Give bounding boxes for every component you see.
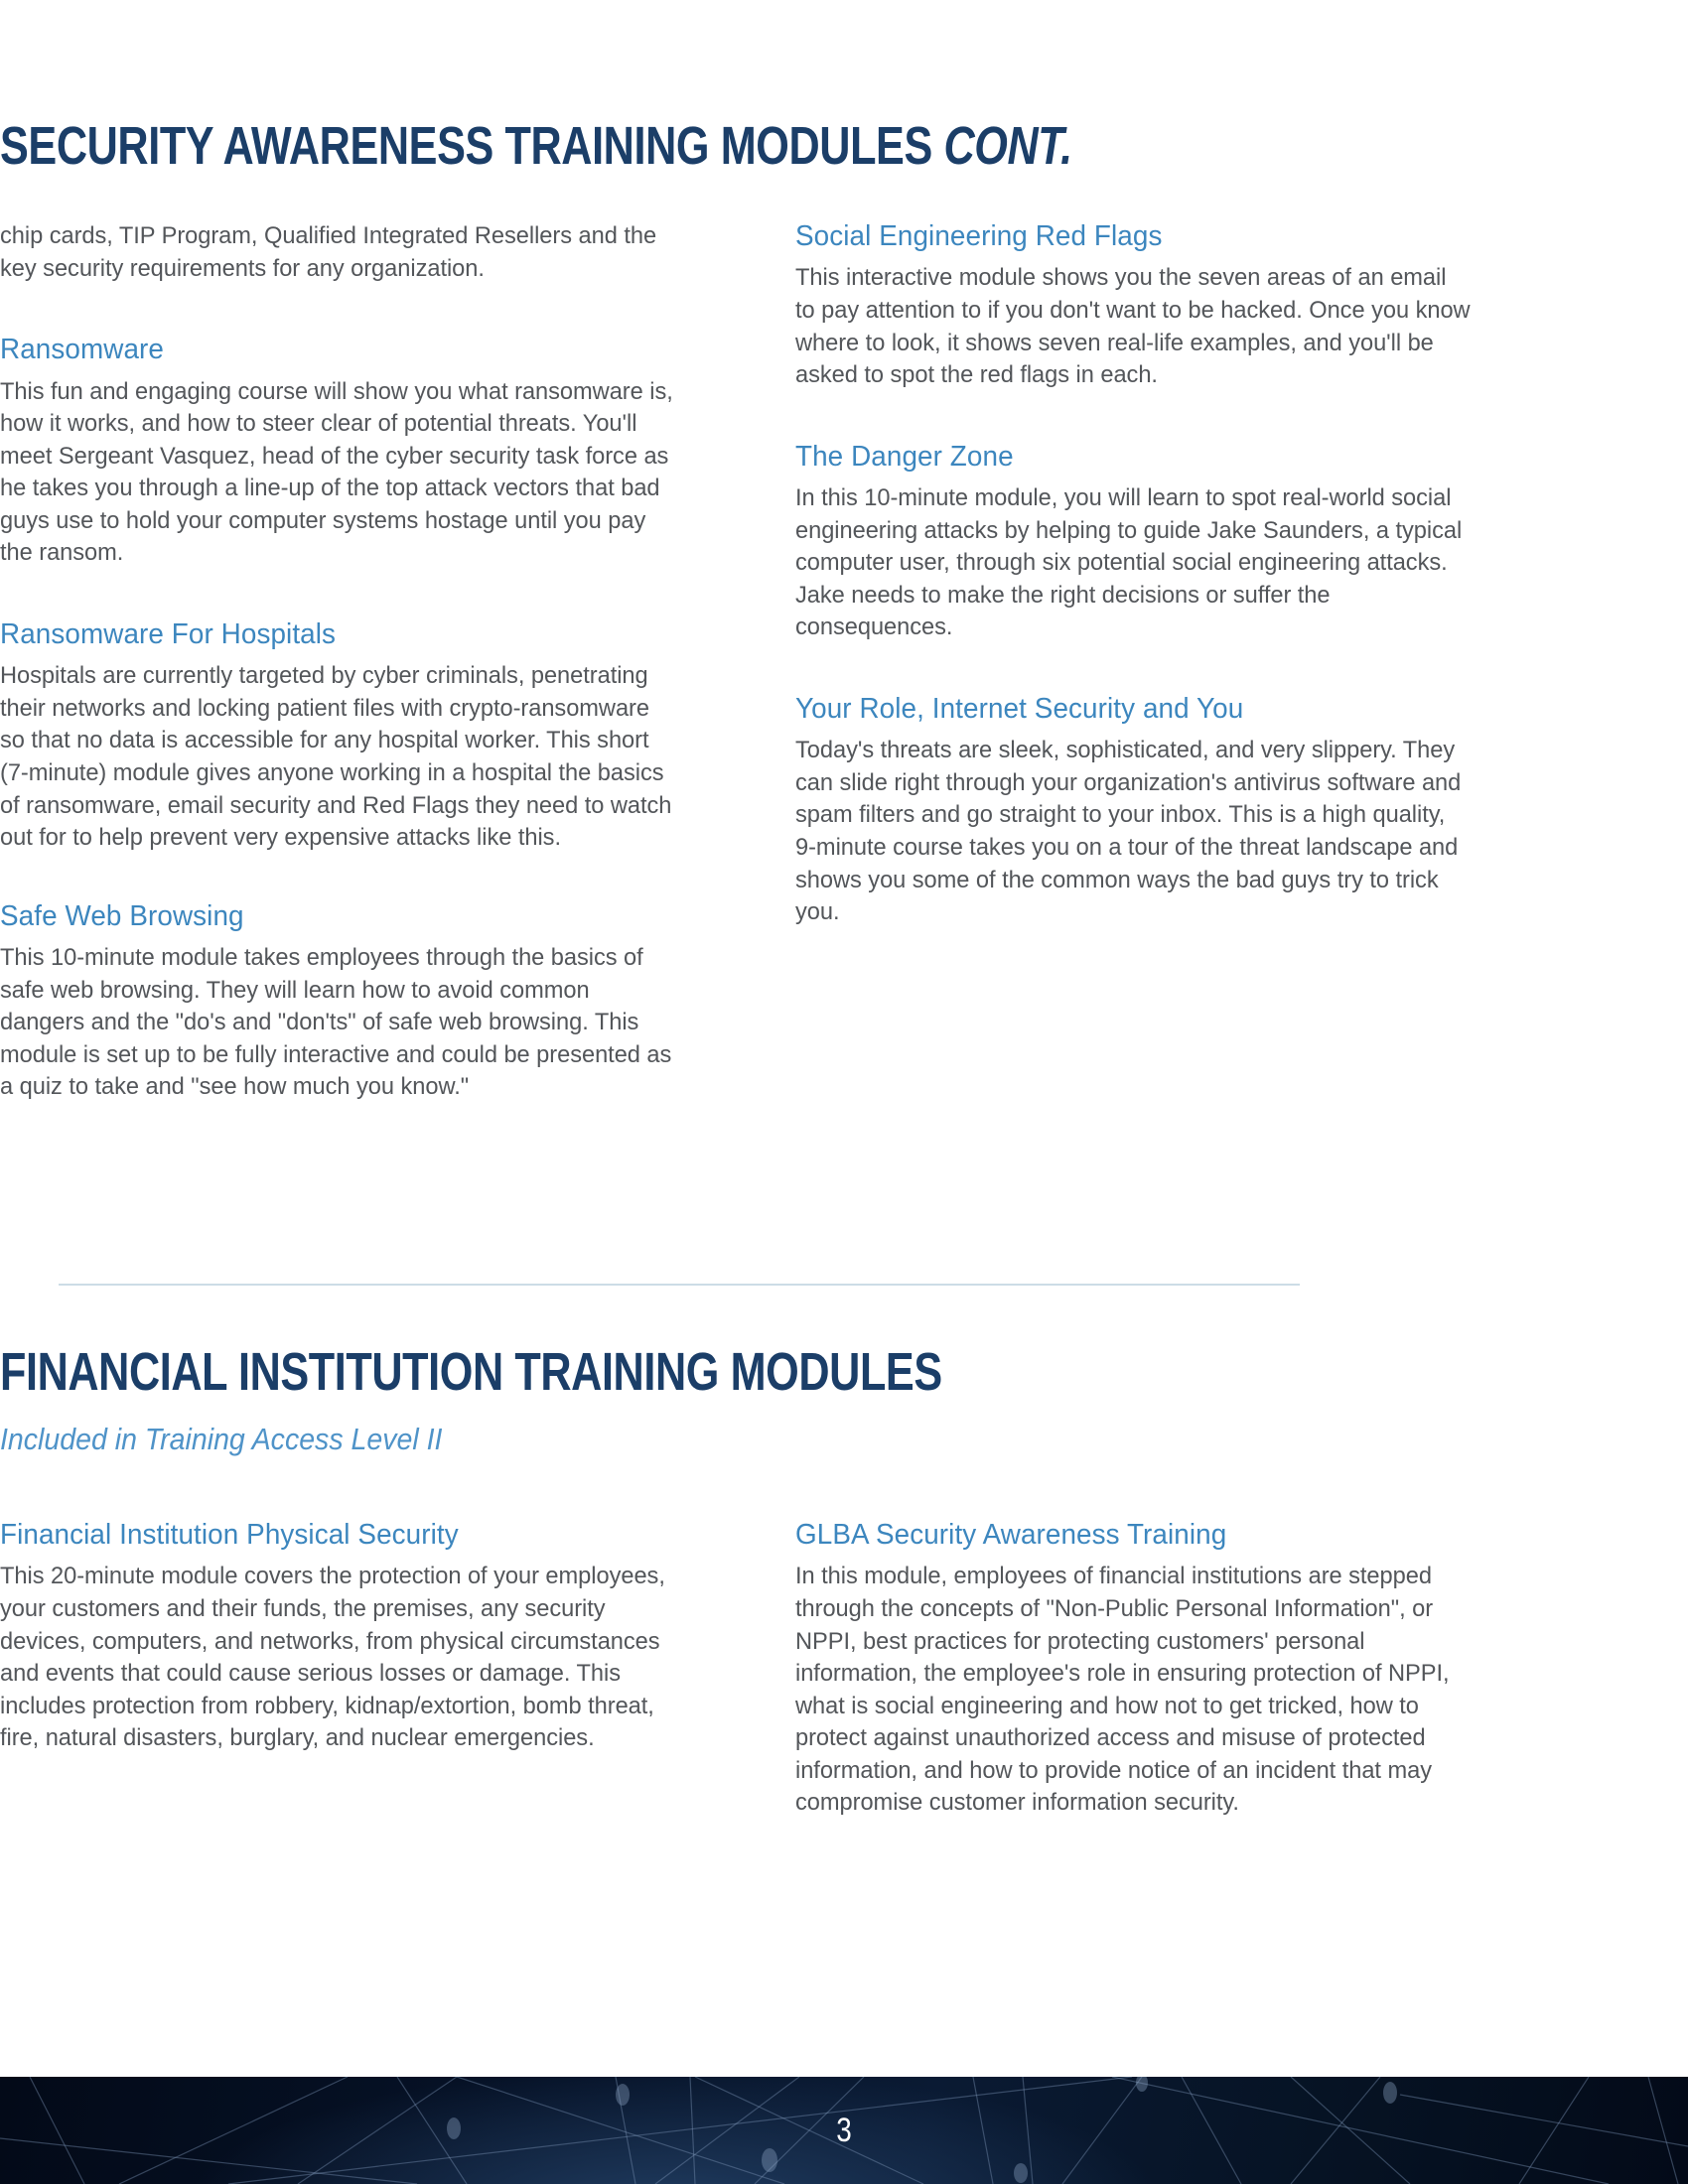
module-glba-security-awareness-training: [795, 1519, 1496, 1820]
module-body-ransomware-for-hospitals: Hospitals are currently targeted by cyber criminals, penetrating their networks and locking patient files with crypto-ransomware so that no data is accessible for any hospital worker. This short (7-minute) module gives anyone working in a hospital the basics of ransomware, email security and Red Flags they need to watch out for to help prevent very expensive attacks like this.: [0, 662, 672, 852]
continued-paragraph: chip cards, TIP Program, Qualified Integrated Resellers and the key security requirements for any organization.: [0, 222, 657, 282]
module-the-danger-zone: [795, 441, 1496, 644]
section-divider: [59, 1284, 1300, 1286]
module-heading-financial-institution-physical-security: Financial Institution Physical Security: [0, 1519, 459, 1551]
module-body-financial-institution-physical-security: This 20-minute module covers the protection of your employees, your customers and their funds, the premises, any security devices, computers, and networks, from physical circumstances and events that could cause serious losses or damage. This includes protection from robbery, kidnap/extortion, bomb threat, fire, natural disasters, burglary, and nuclear emergencies.: [0, 1563, 665, 1752]
security-modules-left-column: [0, 220, 701, 1104]
financial-modules-right-column: [795, 1519, 1496, 1820]
page-number: 3: [836, 2111, 852, 2149]
module-heading-social-engineering-red-flags: Social Engineering Red Flags: [794, 220, 1162, 252]
page-title-security-awareness: [0, 116, 1072, 176]
module-heading-safe-web-browsing: Safe Web Browsing: [0, 899, 244, 932]
module-heading-ransomware: Ransomware: [0, 334, 164, 366]
module-heading-glba-security-awareness-training: GLBA Security Awareness Training: [794, 1519, 1226, 1551]
module-body-your-role-internet-security-and-you: Today's threats are sleek, sophisticated, and very slippery. They can slide right through your organization's antivirus software and spam filters and go straight to your inbox. This is a high quality, 9-minute course takes you on a tour of the threat landscape and shows you some of the common ways the bad guys try to trick you.: [794, 737, 1461, 926]
module-body-safe-web-browsing: This 10-minute module takes employees through the basics of safe web browsing. They will learn how to avoid common dangers and the "do's and "don'ts" of safe web browsing. This module is set up to be fully interactive and could be presented as a quiz to take and "see how much you know.": [0, 944, 672, 1101]
module-heading-the-danger-zone: The Danger Zone: [794, 440, 1014, 473]
security-modules-columns: [0, 220, 1495, 1104]
module-heading-your-role-internet-security-and-you: Your Role, Internet Security and You: [794, 692, 1243, 725]
module-safe-web-browsing: [0, 900, 701, 1104]
page-title-financial-institution: FINANCIAL INSTITUTION TRAINING MODULES: [0, 1342, 942, 1402]
module-financial-institution-physical-security: [0, 1519, 701, 1755]
page-title-cont: CONT.: [943, 116, 1072, 176]
page-title-main: SECURITY AWARENESS TRAINING MODULES: [0, 116, 944, 176]
module-ransomware-for-hospitals: [0, 618, 701, 855]
module-heading-ransomware-for-hospitals: Ransomware For Hospitals: [0, 617, 337, 650]
module-social-engineering-red-flags: [795, 220, 1496, 392]
security-modules-right-column: [795, 220, 1496, 1104]
module-body-ransomware: This fun and engaging course will show you what ransomware is, how it works, and how to steer clear of potential threats. You'll meet Sergeant Vasquez, head of the cyber security task force as he takes you through a line-up of the top attack vectors that bad guys use to hold your computer systems hostage until you pay the ransom.: [0, 377, 673, 567]
module-body-social-engineering-red-flags: This interactive module shows you the seven areas of an email to pay attention to if you don't want to be hacked. Once you know where to look, it shows seven real-life examples, and you'll be asked to spot the red flags in each.: [794, 264, 1471, 389]
module-body-glba-security-awareness-training: In this module, employees of financial institutions are stepped through the concepts of "Non-Public Personal Information", or NPPI, best practices for protecting customers' personal information, the employee's role in ensuring protection of NPPI, what is social engineering and how not to get tricked, how to protect against unauthorized access and misuse of protected information, and how to provide notice of an incident that may compromise customer information security.: [794, 1563, 1450, 1817]
financial-modules-left-column: [0, 1519, 701, 1820]
financial-modules-columns: [0, 1519, 1495, 1820]
module-body-the-danger-zone: In this 10-minute module, you will learn to spot real-world social engineering attacks by helping to guide Jake Saunders, a typical computer user, through six potential social engineering attacks. Jake needs to make the right decisions or suffer the consequences.: [794, 484, 1462, 641]
financial-section-subtitle: Included in Training Access Level II: [0, 1422, 443, 1456]
module-your-role-internet-security-and-you: [795, 693, 1496, 929]
module-ransomware: [0, 334, 701, 570]
page-footer: [0, 2077, 1688, 2184]
